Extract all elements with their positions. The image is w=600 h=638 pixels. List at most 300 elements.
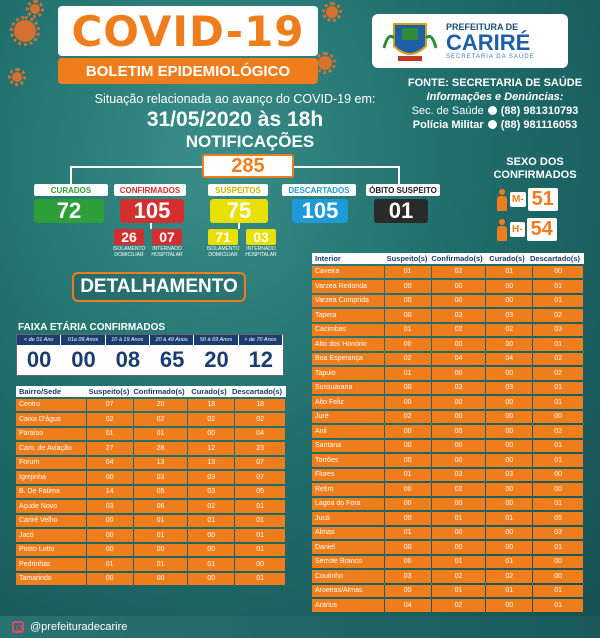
table-cell-value: 03: [87, 500, 133, 513]
confirmados-label: CONFIRMADOS: [114, 184, 186, 196]
table-cell-name: Cam. de Aviação: [16, 442, 86, 455]
person-icon: [496, 189, 508, 211]
table-row: [312, 410, 584, 424]
table-cell-value: 00: [486, 338, 532, 351]
table-cell-name: Jucá: [312, 512, 384, 525]
table-header-cell: Confirmado(s): [431, 254, 483, 263]
suspeitos-label: SUSPEITOS: [208, 184, 268, 196]
situation-text: Situação relacionada ao avanço do COVID-19 em:: [94, 92, 376, 106]
table-cell-name: Juré: [312, 411, 384, 424]
table-cell-value: 04: [385, 599, 431, 612]
virus-icon: [12, 72, 22, 82]
virus-icon: [30, 4, 40, 14]
table-cell-value: 00: [87, 471, 133, 484]
table-cell-name: Santana: [312, 440, 384, 453]
table-cell-value: 00: [432, 527, 486, 540]
table-cell-value: 01: [134, 558, 188, 571]
table-cell-value: 00: [486, 454, 532, 467]
table-row: [16, 413, 286, 427]
table-cell-value: 00: [385, 295, 431, 308]
table-cell-value: 02: [432, 483, 486, 496]
table-header-cell: Interior: [315, 254, 341, 263]
table-cell-value: 01: [533, 396, 583, 409]
table-cell-value: 05: [533, 512, 583, 525]
table-cell-name: Coutinho: [312, 570, 384, 583]
table-cell-name: Sussuarana: [312, 382, 384, 395]
table-cell-value: 01: [235, 573, 285, 586]
table-cell-value: 01: [87, 558, 133, 571]
logo-line2: CARIRÉ: [446, 29, 531, 55]
table-cell-name: Anil: [312, 425, 384, 438]
table-cell-value: 01: [134, 428, 188, 441]
tree-connector: [238, 223, 240, 229]
logo-line3: SECRETARIA DA SAÚDE: [446, 53, 535, 60]
table-cell-value: 02: [533, 309, 583, 322]
table-cell-value: 00: [486, 483, 532, 496]
faixa-header: 10 à 19 Anos: [106, 335, 150, 345]
table-row: [16, 442, 286, 456]
table-header-cell: Suspeito(s): [386, 254, 428, 263]
table-cell-value: 12: [188, 442, 234, 455]
faixa-header: 50 à 69 Anos: [194, 335, 238, 345]
table-cell-value: 01: [533, 454, 583, 467]
contact-saude: [400, 104, 590, 118]
table-cell-value: 00: [486, 411, 532, 424]
table-cell-value: 03: [533, 324, 583, 337]
phone-icon: [488, 120, 497, 129]
whatsapp-icon: [488, 106, 497, 115]
table-cell-value: 00: [188, 529, 234, 542]
sexo-h-value: 54: [527, 218, 557, 241]
logo-text: [446, 23, 535, 60]
table-row: [312, 294, 584, 308]
table-cell-value: 00: [134, 573, 188, 586]
table-cell-value: 01: [486, 585, 532, 598]
table-cell-value: 00: [432, 411, 486, 424]
table-row: [312, 454, 584, 468]
table-row: [312, 338, 584, 352]
table-cell-name: Varzea Redonda: [312, 280, 384, 293]
table-row: [16, 485, 286, 499]
table-cell-value: 02: [87, 413, 133, 426]
table-cell-value: 02: [533, 367, 583, 380]
table-cell-value: 00: [134, 544, 188, 557]
table-cell-name: Paraíso: [16, 428, 86, 441]
table-cell-name: Açude Novo: [16, 500, 86, 513]
sexo-m-label: M-: [512, 194, 524, 205]
table-cell-value: 00: [432, 295, 486, 308]
table-header-cell: Curado(s): [489, 254, 525, 263]
table-row: [312, 265, 584, 279]
table-cell-value: 18: [235, 399, 285, 412]
table-row: [16, 558, 286, 572]
table-header-cell: Confirmado(s): [133, 387, 185, 396]
table-cell-value: 00: [486, 498, 532, 511]
table-header-row: [312, 253, 584, 264]
table-cell-name: Cacimbas: [312, 324, 384, 337]
table-cell-value: 04: [486, 353, 532, 366]
curados-label: CURADOS: [34, 184, 108, 196]
table-cell-value: 00: [533, 570, 583, 583]
sexo-h-row: [496, 218, 557, 241]
table-cell-value: 00: [385, 556, 431, 569]
table-cell-value: 03: [188, 486, 234, 499]
contact-policia-phone: (88) 981116053: [500, 119, 578, 131]
table-cell-value: 28: [134, 442, 188, 455]
page-subtitle: BOLETIM EPIDEMIOLÓGICO: [58, 58, 318, 84]
info-line: Informações e Denúncias:: [426, 91, 564, 103]
table-cell-value: 00: [486, 280, 532, 293]
source-info: [400, 76, 590, 132]
tree-connector: [70, 166, 202, 168]
table-cell-value: 00: [385, 396, 431, 409]
table-cell-name: Igrejinha: [16, 471, 86, 484]
table-cell-value: 00: [533, 411, 583, 424]
table-cell-value: 01: [235, 529, 285, 542]
table-cell-value: 00: [385, 512, 431, 525]
table-cell-value: 01: [486, 556, 532, 569]
table-cell-value: 02: [432, 570, 486, 583]
table-cell-value: 00: [486, 425, 532, 438]
coat-of-arms-icon: [380, 18, 440, 64]
table-cell-value: 02: [134, 413, 188, 426]
table-row: [16, 500, 286, 514]
table-row: [312, 468, 584, 482]
table-cell-value: 04: [432, 353, 486, 366]
table-cell-value: 01: [533, 498, 583, 511]
table-cell-value: 01: [533, 280, 583, 293]
table-cell-value: 00: [385, 280, 431, 293]
table-cell-value: 02: [432, 599, 486, 612]
virus-icon: [326, 6, 338, 18]
faixa-value: 12: [248, 347, 274, 372]
instagram-icon: [12, 621, 24, 633]
obito-label: ÓBITO SUSPEITO: [366, 184, 440, 196]
table-cell-value: 02: [432, 266, 486, 279]
table-cell-value: 00: [432, 440, 486, 453]
table-cell-name: Tapera: [312, 309, 384, 322]
suspeitos-value: 75: [210, 199, 268, 223]
table-cell-value: 01: [533, 440, 583, 453]
table-cell-value: 01: [533, 599, 583, 612]
table-cell-value: 05: [134, 486, 188, 499]
faixa-value: 08: [115, 347, 141, 372]
table-cell-name: Daniel: [312, 541, 384, 554]
faixa-value: 65: [159, 347, 185, 372]
table-row: [312, 352, 584, 366]
total-notifications: 285: [202, 154, 294, 178]
table-cell-value: 00: [188, 544, 234, 557]
table-header-cell: Bairro/Sede: [19, 387, 62, 396]
faixa-header: 20 à 49 Anos: [150, 335, 194, 345]
table-cell-value: 00: [385, 338, 431, 351]
notifications-heading: NOTIFICAÇÕES: [185, 132, 315, 151]
table-cell-name: Boa Esperança: [312, 353, 384, 366]
table-row: [16, 471, 286, 485]
table-cell-name: Tamarindo: [16, 573, 86, 586]
table-row: [16, 398, 286, 412]
contact-saude-phone: (88) 981310793: [500, 105, 579, 117]
detalhamento-heading: DETALHAMENTO: [72, 272, 246, 302]
contact-saude-label: Sec. de Saúde: [411, 105, 484, 117]
table-header-cell: Descartado(s): [232, 387, 283, 396]
table-cell-value: 01: [385, 469, 431, 482]
table-cell-value: 03: [432, 309, 486, 322]
table-cell-value: 00: [188, 573, 234, 586]
contact-policia-label: Polícia Militar: [412, 119, 484, 131]
title-banner: [58, 6, 318, 56]
faixa-table: [16, 334, 284, 376]
table-row: [312, 425, 584, 439]
curados-value: 72: [34, 199, 104, 223]
susp-isolamento-label: ISOLAMENTO DOMICILIAR: [206, 246, 240, 258]
table-cell-value: 00: [432, 280, 486, 293]
table-cell-value: 07: [235, 471, 285, 484]
table-cell-value: 00: [486, 541, 532, 554]
table-cell-name: Alto dos Honório: [312, 338, 384, 351]
contact-policia: [400, 118, 590, 132]
table-cell-name: Jacó: [16, 529, 86, 542]
table-cell-value: 01: [134, 515, 188, 528]
table-header-cell: Descartado(s): [530, 254, 581, 263]
table-cell-name: Ararius: [312, 599, 384, 612]
virus-icon: [14, 20, 36, 42]
table-cell-name: Torrões: [312, 454, 384, 467]
sede-table: [16, 386, 286, 586]
table-cell-value: 02: [533, 353, 583, 366]
table-cell-value: 01: [486, 266, 532, 279]
table-cell-value: 01: [533, 382, 583, 395]
conf-internado-label: INTERNADO HOSPITALAR: [151, 246, 183, 258]
susp-internado-value: 03: [246, 229, 276, 245]
page-title: COVID-19: [71, 6, 305, 56]
tree-connector: [294, 166, 400, 168]
table-row: [16, 514, 286, 528]
table-cell-value: 02: [486, 570, 532, 583]
table-cell-value: 01: [134, 529, 188, 542]
table-cell-value: 01: [432, 585, 486, 598]
table-cell-value: 00: [87, 515, 133, 528]
confirmados-value: 105: [120, 199, 184, 223]
table-cell-value: 00: [87, 573, 133, 586]
table-cell-value: 00: [533, 469, 583, 482]
table-cell-name: Caveira: [312, 266, 384, 279]
faixa-header-row: [17, 335, 283, 345]
sexo-m-row: [496, 188, 558, 211]
table-header-cell: Suspeito(s): [88, 387, 130, 396]
table-cell-name: Posto Lotto: [16, 544, 86, 557]
faixa-title: FAIXA ETÁRIA CONFIRMADOS: [18, 322, 166, 333]
logo-line1: PREFEITURA DE: [446, 21, 519, 32]
table-cell-value: 00: [87, 544, 133, 557]
table-cell-value: 02: [385, 411, 431, 424]
table-cell-value: 00: [385, 498, 431, 511]
faixa-value: 00: [26, 347, 52, 372]
table-cell-value: 04: [87, 457, 133, 470]
faixa-header: > de 70 Anos: [239, 335, 283, 345]
instagram-handle: @prefeituradecarire: [30, 621, 128, 633]
table-row: [16, 456, 286, 470]
table-cell-value: 03: [533, 527, 583, 540]
table-cell-name: B. De Fatima: [16, 486, 86, 499]
table-cell-value: 03: [188, 471, 234, 484]
tree-connector: [70, 166, 72, 184]
table-cell-name: Alto Feliz: [312, 396, 384, 409]
table-cell-value: 01: [533, 541, 583, 554]
table-cell-value: 00: [385, 440, 431, 453]
table-cell-value: 14: [87, 486, 133, 499]
table-cell-name: Caixa D'água: [16, 413, 86, 426]
table-cell-value: 03: [486, 469, 532, 482]
table-cell-name: Forum: [16, 457, 86, 470]
table-cell-value: 00: [486, 599, 532, 612]
descartados-value: 105: [292, 199, 348, 223]
table-cell-value: 07: [87, 399, 133, 412]
conf-isolamento-label: ISOLAMENTO DOMICILIAR: [112, 246, 146, 258]
table-cell-value: 01: [385, 527, 431, 540]
table-cell-name: Cariré Velho: [16, 515, 86, 528]
virus-icon: [318, 56, 332, 70]
table-cell-name: Varzea Cumprida: [312, 295, 384, 308]
person-icon: [496, 219, 508, 241]
table-cell-name: Serrote Branco: [312, 556, 384, 569]
table-row: [312, 439, 584, 453]
table-cell-value: 01: [533, 295, 583, 308]
sexo-h-label: H-: [512, 224, 523, 235]
faixa-header: < de 01 Ano: [17, 335, 61, 345]
conf-isolamento-value: 26: [114, 229, 144, 245]
report-datetime: 31/05/2020 às 18h: [146, 108, 324, 131]
table-cell-value: 03: [432, 469, 486, 482]
table-cell-value: 00: [87, 529, 133, 542]
table-cell-value: 02: [486, 324, 532, 337]
table-row: [312, 497, 584, 511]
table-row: [312, 526, 584, 540]
table-cell-value: 01: [486, 512, 532, 525]
table-row: [312, 599, 584, 613]
source-line: FONTE: SECRETARIA DE SAÚDE: [407, 77, 583, 89]
table-cell-value: 01: [188, 515, 234, 528]
footer: [0, 616, 600, 638]
susp-isolamento-value: 71: [208, 229, 238, 245]
table-cell-value: 04: [235, 428, 285, 441]
table-cell-value: 03: [432, 382, 486, 395]
table-row: [312, 309, 584, 323]
table-cell-value: 27: [87, 442, 133, 455]
faixa-header: 01a 09 Anos: [61, 335, 105, 345]
table-cell-value: 03: [486, 382, 532, 395]
table-cell-name: Centro: [16, 399, 86, 412]
table-cell-value: 02: [432, 324, 486, 337]
table-cell-value: 01: [385, 367, 431, 380]
table-cell-value: 01: [533, 338, 583, 351]
table-cell-name: Flores: [312, 469, 384, 482]
table-cell-value: 00: [385, 382, 431, 395]
table-cell-value: 00: [533, 266, 583, 279]
table-header-cell: Curado(s): [191, 387, 227, 396]
table-cell-value: 00: [385, 425, 431, 438]
table-cell-name: Aroeiras/Almas: [312, 585, 384, 598]
table-row: [16, 572, 286, 586]
table-cell-value: 02: [385, 353, 431, 366]
table-cell-value: 00: [486, 396, 532, 409]
table-cell-value: 02: [533, 425, 583, 438]
table-cell-value: 00: [486, 527, 532, 540]
table-cell-value: 02: [188, 500, 234, 513]
interior-table: [312, 253, 584, 612]
table-cell-value: 00: [486, 295, 532, 308]
table-cell-value: 05: [235, 486, 285, 499]
table-cell-value: 00: [432, 498, 486, 511]
tree-connector: [398, 166, 400, 184]
descartados-label: DESCARTADOS: [282, 184, 356, 196]
table-header-row: [16, 386, 286, 397]
table-cell-value: 00: [235, 558, 285, 571]
table-cell-value: 02: [235, 413, 285, 426]
obito-value: 01: [374, 199, 428, 223]
table-cell-value: 07: [235, 457, 285, 470]
table-row: [312, 570, 584, 584]
table-cell-value: 00: [432, 338, 486, 351]
table-cell-value: 00: [486, 440, 532, 453]
table-cell-value: 00: [432, 367, 486, 380]
table-row: [312, 381, 584, 395]
table-cell-value: 01: [432, 512, 486, 525]
table-cell-value: 01: [87, 428, 133, 441]
susp-internado-label: INTERNADO HOSPITALAR: [245, 246, 277, 258]
table-cell-value: 13: [134, 457, 188, 470]
table-cell-value: 01: [432, 556, 486, 569]
table-cell-value: 00: [486, 367, 532, 380]
table-cell-value: 00: [385, 454, 431, 467]
table-cell-name: Pedrinhas: [16, 558, 86, 571]
table-row: [312, 555, 584, 569]
table-cell-value: 01: [385, 324, 431, 337]
table-cell-value: 06: [134, 500, 188, 513]
table-cell-value: 00: [432, 454, 486, 467]
table-cell-value: 00: [385, 541, 431, 554]
table-cell-name: Tapuio: [312, 367, 384, 380]
sexo-m-value: 51: [528, 188, 558, 211]
table-cell-value: 03: [385, 570, 431, 583]
table-cell-value: 02: [188, 413, 234, 426]
table-cell-value: 03: [486, 309, 532, 322]
table-cell-value: 00: [188, 428, 234, 441]
table-cell-value: 00: [533, 556, 583, 569]
table-row: [312, 367, 584, 381]
table-cell-value: 00: [432, 396, 486, 409]
table-cell-value: 01: [533, 585, 583, 598]
table-row: [312, 584, 584, 598]
table-row: [312, 541, 584, 555]
faixa-value: 20: [204, 347, 229, 372]
table-row: [312, 280, 584, 294]
table-row: [16, 427, 286, 441]
table-cell-value: 01: [235, 500, 285, 513]
conf-internado-value: 07: [152, 229, 182, 245]
table-row: [16, 529, 286, 543]
table-cell-value: 00: [385, 483, 431, 496]
table-row: [312, 512, 584, 526]
table-cell-value: 00: [385, 309, 431, 322]
table-row: [312, 483, 584, 497]
table-row: [312, 396, 584, 410]
table-cell-value: 01: [188, 558, 234, 571]
table-cell-value: 13: [188, 457, 234, 470]
table-cell-value: 00: [432, 425, 486, 438]
sexo-title: SEXO DOS CONFIRMADOS: [493, 156, 577, 181]
prefeitura-logo: [372, 14, 568, 68]
